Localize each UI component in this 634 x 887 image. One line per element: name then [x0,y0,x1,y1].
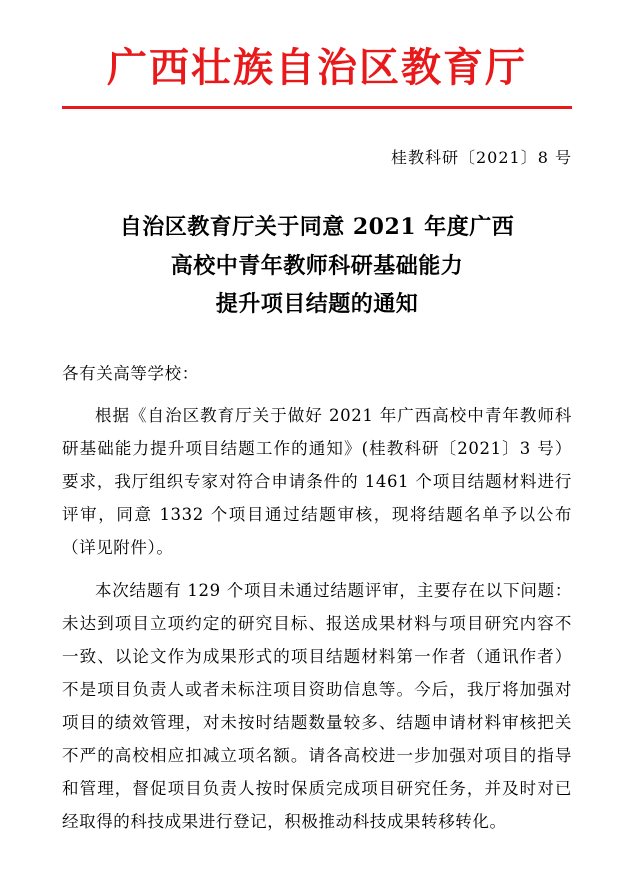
document-title-line-1: 自治区教育厅关于同意 2021 年度广西 [119,214,515,240]
masthead-divider [62,106,572,109]
document-title [62,208,572,324]
masthead [62,0,572,109]
body-paragraph-1: 根据《自治区教育厅关于做好 2021 年广西高校中青年教师科研基础能力提升项目结题工作的通知》(桂教科研〔2021〕3 号）要求，我厅组织专家对符合申请条件的 1461 个项目结题材料进行评审，同意 1332 个项目通过结题审核，现将结题名单予以公布（详见附件）。 [62,405,572,557]
document-title-line-3: 提升项目结题的通知 [215,291,419,317]
issuing-authority-title: 广西壮族自治区教育厅 [107,44,527,91]
salutation: 各有关高等学校： [62,363,199,383]
document-number: 桂教科研〔2021〕8 号 [391,148,572,167]
body-paragraph-2: 本次结题有 129 个项目未通过结题评审，主要存在以下问题：未达到项目立项约定的研究目标、报送成果材料与项目研究内容不一致、以论文作为成果形式的项目结题材料第一作者（通讯作者）不是项目负责人或者未标注项目资助信息等。今后，我厅将加强对项目的绩效管理，对未按时结题数量较多、结题申请材料审核把关不严的高校相应扣减立项名额。请各高校进一步加强对项目的指导和管理，督促项目负责人按时保质完成项目研究任务，并及时对已经取得的科技成果进行登记，积极推动科技成果转移转化。 [62,580,572,831]
document-title-line-2: 高校中青年教师科研基础能力 [170,252,464,279]
